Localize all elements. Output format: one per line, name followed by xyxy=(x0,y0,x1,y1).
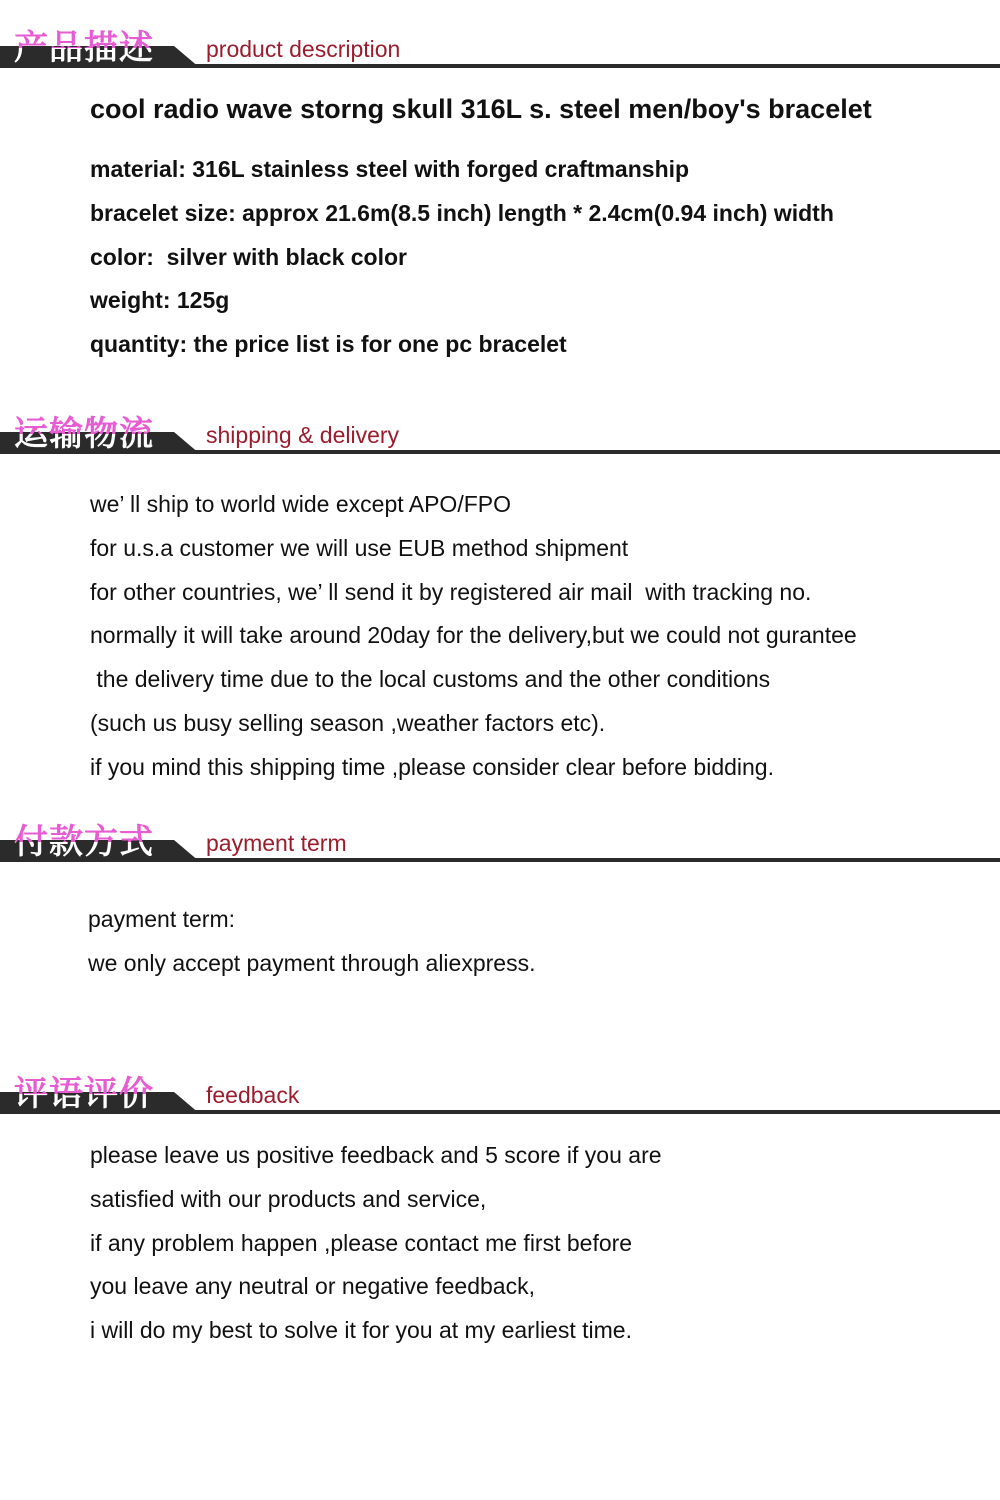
shipping-line: if you mind this shipping time ,please consider clear before bidding. xyxy=(90,754,774,780)
payment-line: we only accept payment through aliexpress. xyxy=(88,950,536,976)
header-chinese-title: 运输物流 xyxy=(14,414,154,454)
header-english-title: shipping & delivery xyxy=(206,422,400,448)
spec-material: material: 316L stainless steel with forged craftmanship xyxy=(90,156,690,182)
shipping-line: (such us busy selling season ,weather factors etc). xyxy=(90,710,606,736)
section-header-description xyxy=(0,24,1000,68)
shipping-line: the delivery time due to the local customs and the other conditions xyxy=(90,666,771,692)
payment-line: payment term: xyxy=(88,906,235,932)
section-header-shipping xyxy=(0,410,1000,454)
spec-quantity: quantity: the price list is for one pc bracelet xyxy=(90,331,567,357)
feedback-line: you leave any neutral or negative feedback, xyxy=(90,1273,535,1299)
header-chinese-title: 付款方式 xyxy=(14,822,154,862)
section-header-payment xyxy=(0,818,1000,862)
spec-size: bracelet size: approx 21.6m(8.5 inch) length * 2.4cm(0.94 inch) width xyxy=(90,200,834,226)
shipping-line: normally it will take around 20day for the delivery,but we could not gurantee xyxy=(90,622,857,648)
header-english-title: payment term xyxy=(206,830,347,856)
header-chinese-title: 产品描述 xyxy=(14,28,154,68)
spec-weight: weight: 125g xyxy=(90,287,230,313)
section-header-feedback xyxy=(0,1070,1000,1114)
product-title: cool radio wave storng skull 316L s. steel men/boy's bracelet xyxy=(90,94,872,124)
feedback-line: please leave us positive feedback and 5 score if you are xyxy=(90,1142,662,1168)
feedback-line: i will do my best to solve it for you at my earliest time. xyxy=(90,1317,632,1343)
shipping-line: for other countries, we’ ll send it by registered air mail with tracking no. xyxy=(90,579,812,605)
header-chinese-title: 评语评价 xyxy=(14,1074,154,1114)
header-english-title: product description xyxy=(206,36,401,62)
shipping-line: for u.s.a customer we will use EUB method shipment xyxy=(90,535,629,561)
shipping-line: we’ ll ship to world wide except APO/FPO xyxy=(90,491,511,517)
feedback-line: if any problem happen ,please contact me first before xyxy=(90,1230,633,1256)
header-english-title: feedback xyxy=(206,1082,300,1108)
feedback-line: satisfied with our products and service, xyxy=(90,1186,487,1212)
spec-color: color: silver with black color xyxy=(90,244,407,270)
